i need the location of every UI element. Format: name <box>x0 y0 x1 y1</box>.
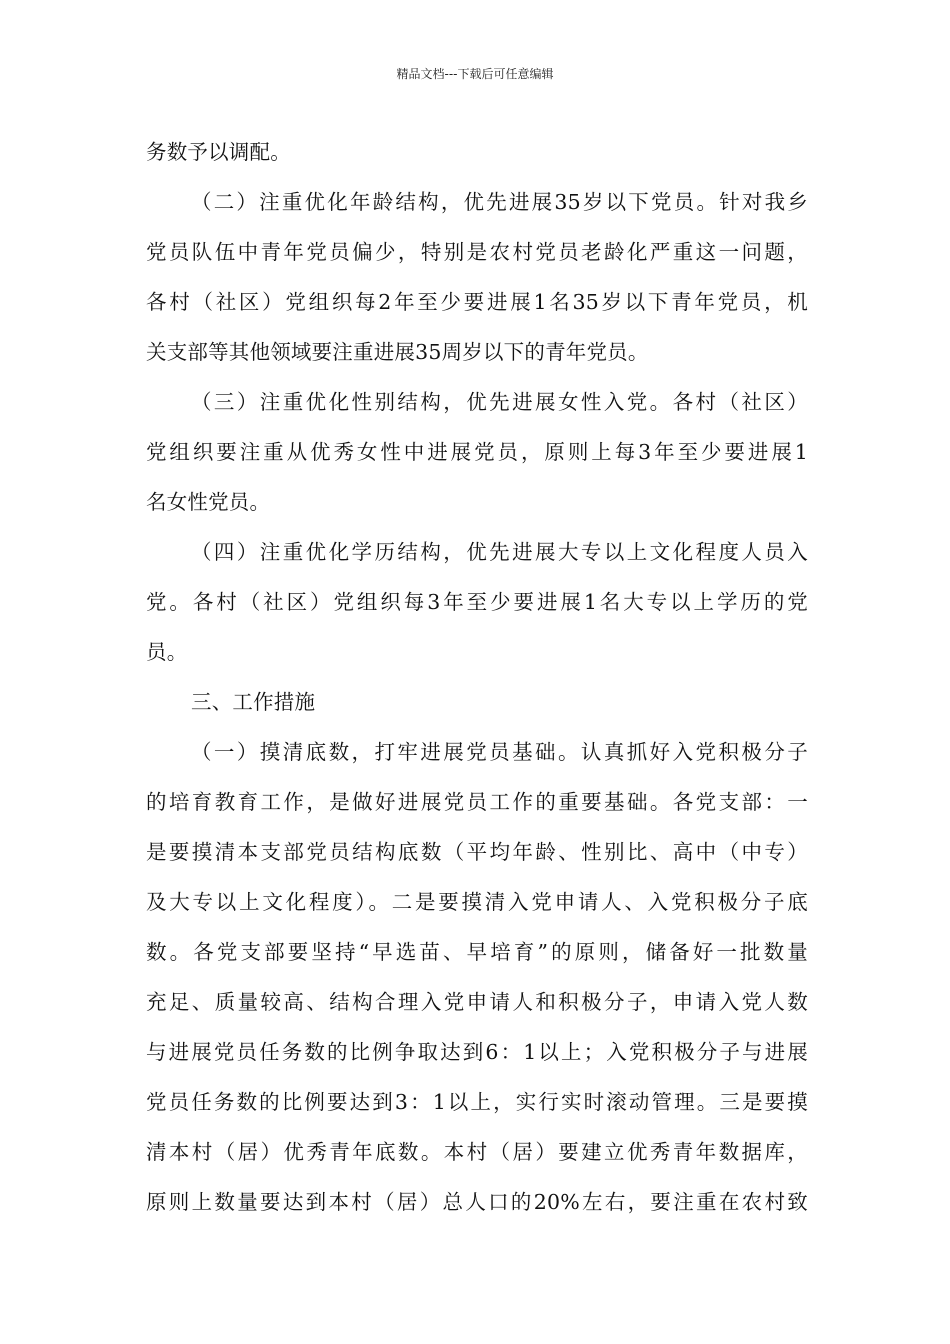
text-line: 各村（社区）党组织每2年至少要进展1名35岁以下青年党员，机 <box>146 290 808 314</box>
text-line: （三）注重优化性别结构，优先进展女性入党。各村（社区） <box>191 390 808 414</box>
text-line: 务数予以调配。 <box>146 140 291 164</box>
text-line: 名女性党员。 <box>146 490 271 514</box>
text-line: （二）注重优化年龄结构，优先进展35岁以下党员。针对我乡 <box>191 190 808 214</box>
text-line: 与进展党员任务数的比例争取达到6：1以上；入党积极分子与进展 <box>146 1040 808 1064</box>
text-line: 关支部等其他领域要注重进展35周岁以下的青年党员。 <box>146 340 649 364</box>
section-heading: 三、工作措施 <box>191 690 316 714</box>
text-line: 的培育教育工作，是做好进展党员工作的重要基础。各党支部：一 <box>146 790 808 814</box>
text-line: 是要摸清本支部党员结构底数（平均年龄、性别比、高中（中专） <box>146 840 808 864</box>
text-line: 原则上数量要达到本村（居）总人口的20%左右，要注重在农村致 <box>146 1190 808 1214</box>
document-body <box>146 130 808 1230</box>
text-line: （一）摸清底数，打牢进展党员基础。认真抓好入党积极分子 <box>191 740 808 764</box>
text-line: （四）注重优化学历结构，优先进展大专以上文化程度人员入 <box>191 540 808 564</box>
text-line: 及大专以上文化程度）。二是要摸清入党申请人、入党积极分子底 <box>146 890 808 914</box>
text-line: 充足、质量较高、结构合理入党申请人和积极分子，申请入党人数 <box>146 990 808 1014</box>
page-header: 精品文档---下载后可任意编辑 <box>396 67 554 81</box>
text-line: 党员队伍中青年党员偏少，特别是农村党员老龄化严重这一问题， <box>146 240 808 264</box>
text-line: 党员任务数的比例要达到3：1以上，实行实时滚动管理。三是要摸 <box>146 1090 808 1114</box>
text-line: 党。各村（社区）党组织每3年至少要进展1名大专以上学历的党 <box>146 590 808 614</box>
text-line: 员。 <box>146 640 188 664</box>
text-line: 数。各党支部要坚持“早选苗、早培育”的原则，储备好一批数量 <box>146 940 808 964</box>
text-line: 清本村（居）优秀青年底数。本村（居）要建立优秀青年数据库， <box>146 1140 808 1164</box>
text-line: 党组织要注重从优秀女性中进展党员，原则上每3年至少要进展1 <box>146 440 808 464</box>
